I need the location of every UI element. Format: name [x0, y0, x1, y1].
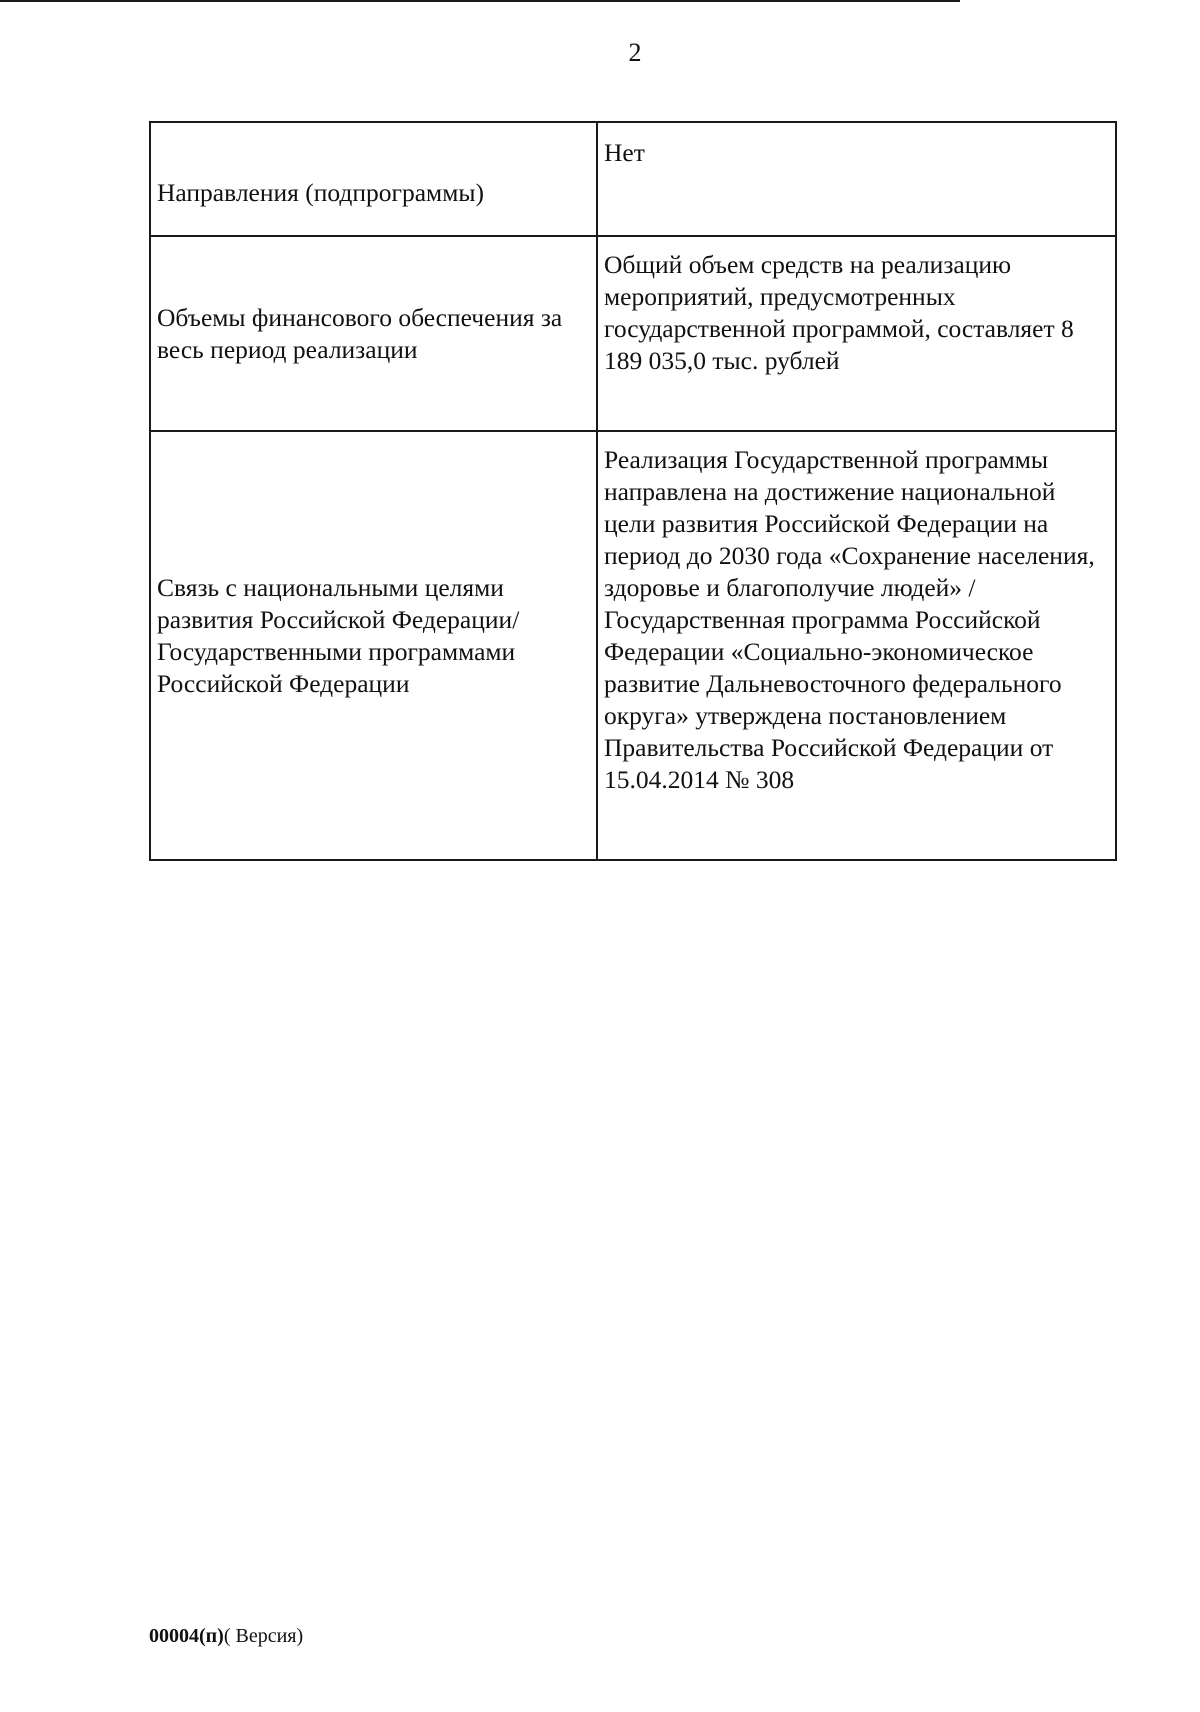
row-label: Объемы финансового обеспечения за весь период реализации [150, 236, 597, 431]
row-label: Направления (подпрограммы) [150, 122, 597, 236]
table-row [150, 431, 1116, 860]
document-code: 00004(п) [149, 1625, 224, 1647]
page-number: 2 [628, 38, 642, 67]
row-value: Общий объем средств на реализацию мероприятий, предусмотренных государственной программой, составляет 8 189 035,0 тыс. рублей [597, 236, 1116, 431]
program-passport-table [149, 121, 1117, 861]
row-value: Реализация Государственной программы направлена на достижение национальной цели развития Российской Федерации на период до 2030 года «Сохранение населения, здоровье и благополучие людей» / Государственная программа Российской Федерации «Социально-экономическое развитие Дальневосточного федерального округа» утверждена постановлением Правительства Российской Федерации от 15.04.2014 № 308 [597, 431, 1116, 860]
row-label: Связь с национальными целями развития Российской Федерации/ Государственными программами Российской Федерации [150, 431, 597, 860]
top-rule [0, 0, 960, 2]
table-row [150, 122, 1116, 236]
row-value: Нет [597, 122, 1116, 236]
document-version: ( Версия) [223, 1625, 304, 1647]
table-row [150, 236, 1116, 431]
document-footer [149, 1625, 303, 1648]
